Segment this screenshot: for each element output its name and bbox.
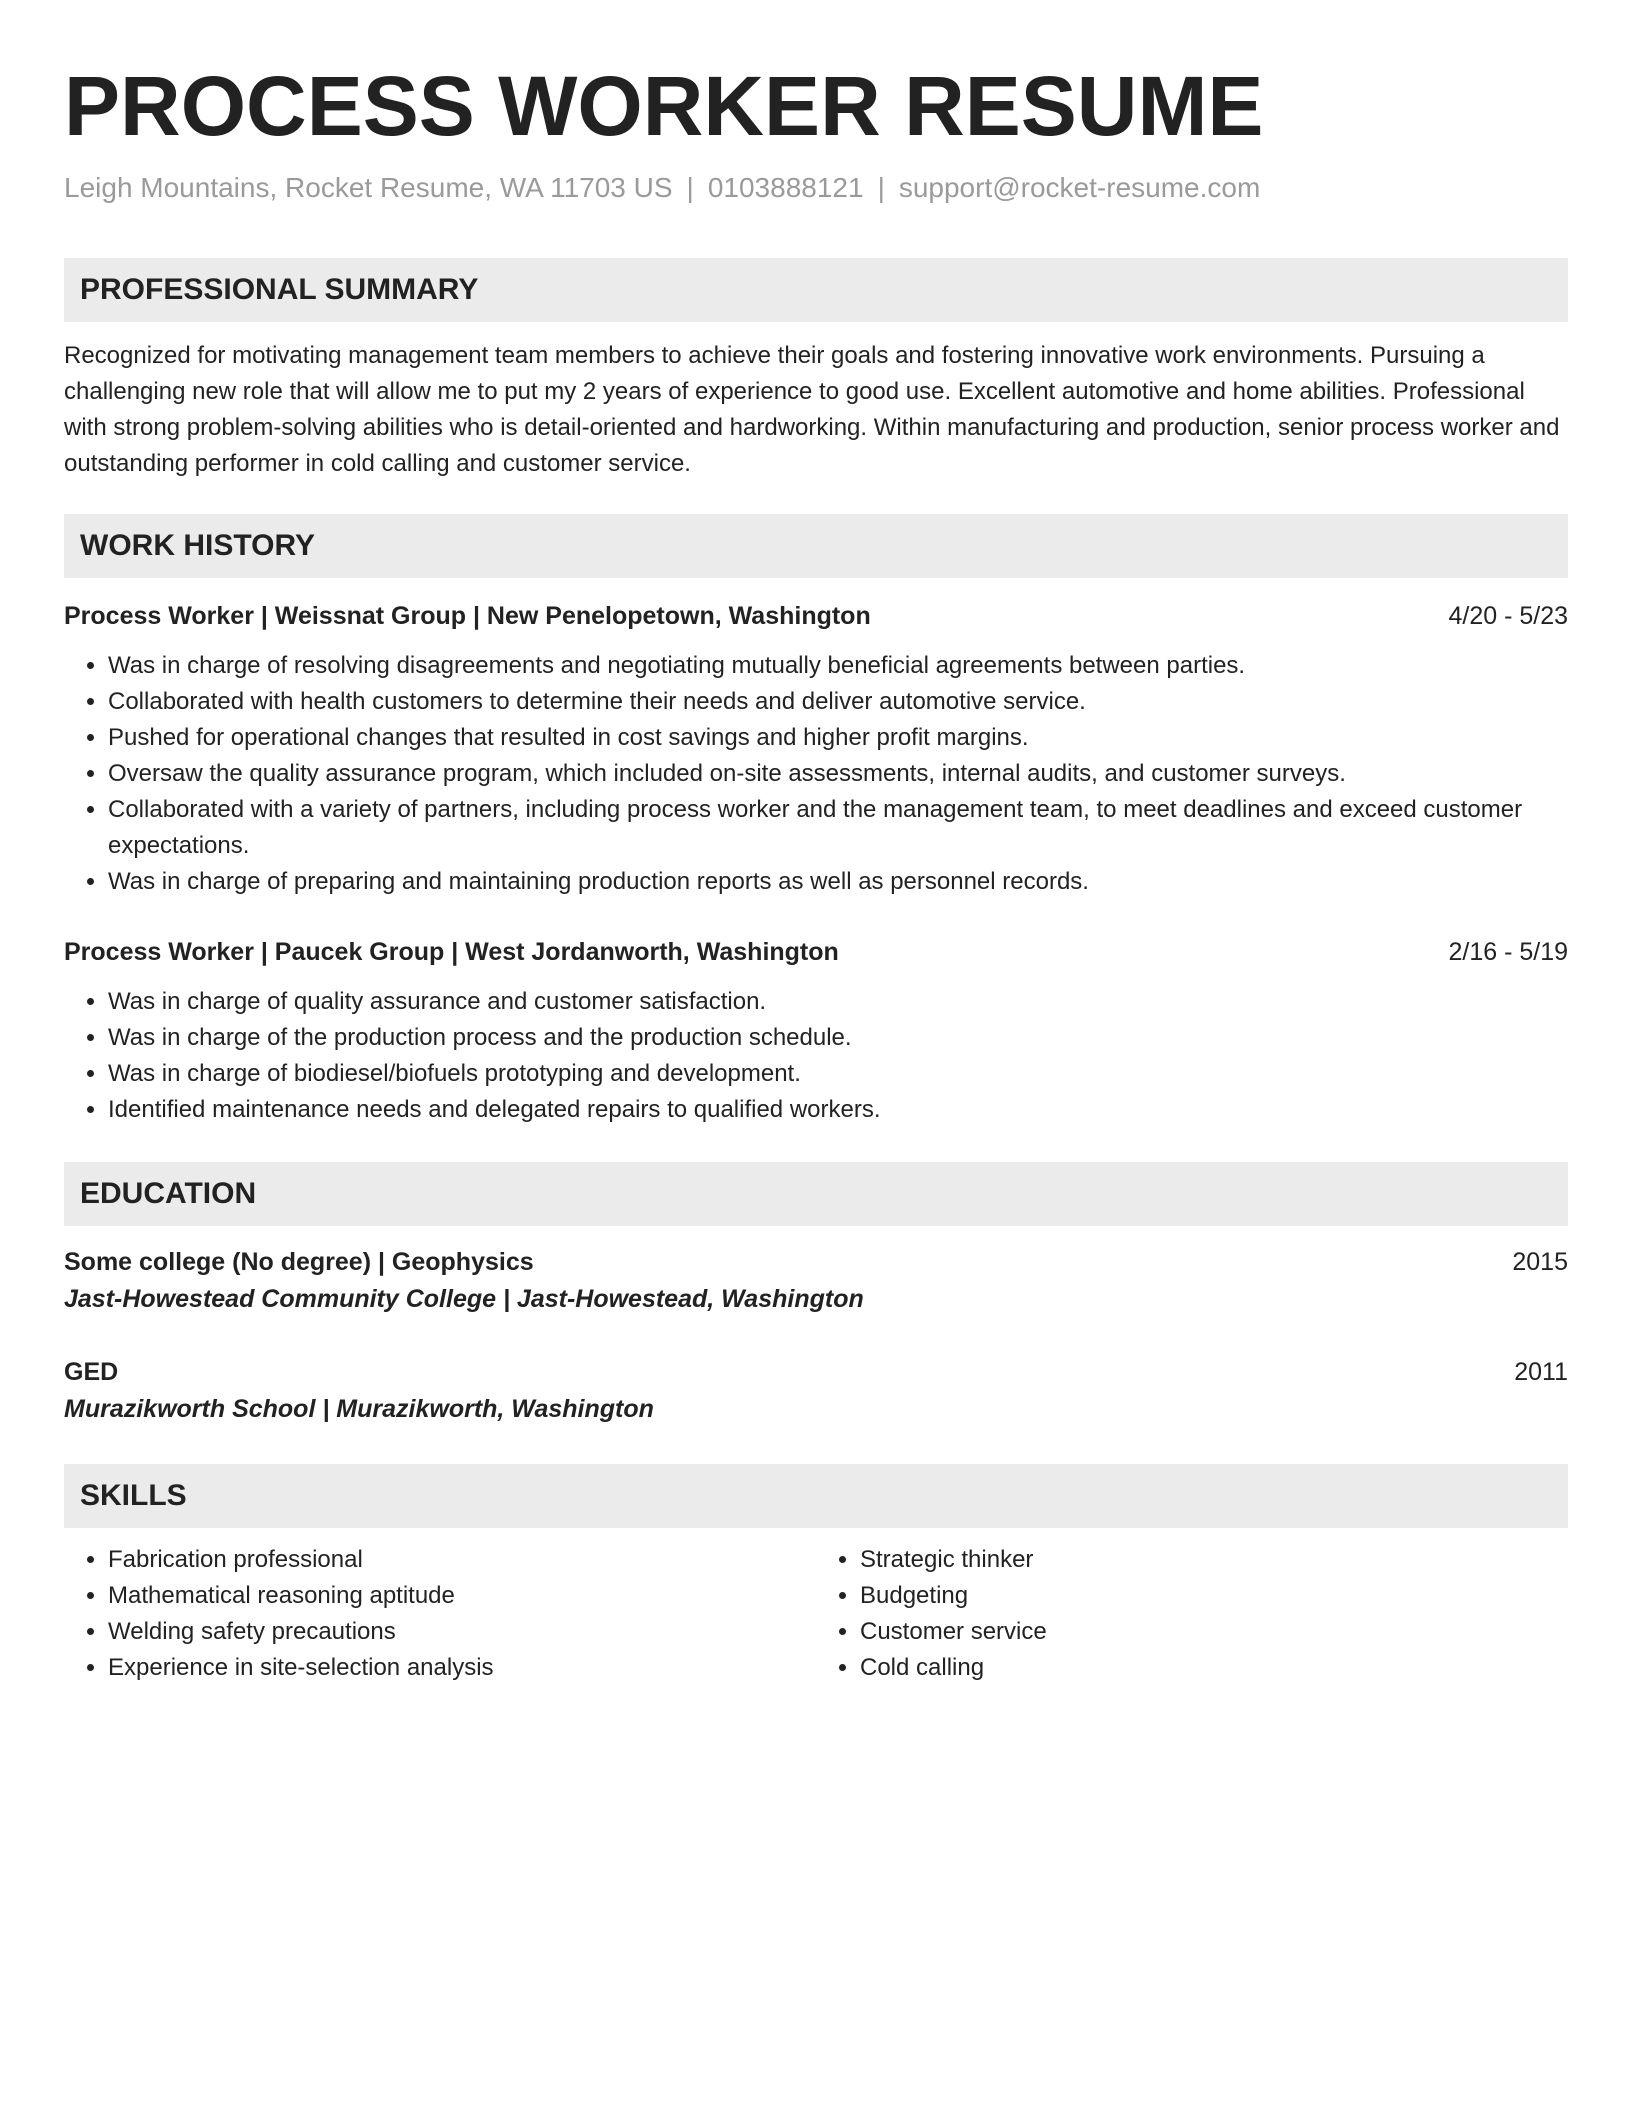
contact-phone: 0103888121 xyxy=(707,172,864,203)
education-degree: Some college (No degree) | Geophysics xyxy=(64,1248,534,1276)
work-history-heading: WORK HISTORY xyxy=(64,514,1568,578)
resume-title: PROCESS WORKER RESUME xyxy=(64,59,1264,153)
job-dates: 2/16 - 5/19 xyxy=(1448,938,1568,966)
contact-address: Leigh Mountains, Rocket Resume, WA 11703 US xyxy=(64,172,673,203)
education-year: 2015 xyxy=(1512,1248,1568,1276)
skills-grid xyxy=(64,1542,1568,1686)
skill-item: • Welding safety precautions xyxy=(108,1614,816,1650)
job-bullet: • Collaborated with health customers to determine their needs and deliver automotive service. xyxy=(108,684,1568,720)
summary-text: Recognized for motivating management team members to achieve their goals and fostering innovative work environments. Pursuing a challenging new role that will allow me to put my 2 years of experience to good use. Excellent automotive and home abilities. Professional with strong problem-solving abilities who is detail-oriented and hardworking. Within manufacturing and production, senior process worker and outstanding performer in cold calling and customer service. xyxy=(64,342,1560,477)
job-entry xyxy=(64,598,1568,900)
job-dates: 4/20 - 5/23 xyxy=(1448,602,1568,630)
education-entry xyxy=(64,1244,1568,1318)
skill-item: • Cold calling xyxy=(860,1650,1568,1686)
job-bullet: • Pushed for operational changes that resulted in cost savings and higher profit margins. xyxy=(108,720,1568,756)
skill-item: • Strategic thinker xyxy=(860,1542,1568,1578)
skill-item: • Mathematical reasoning aptitude xyxy=(108,1578,816,1614)
job-bullet: • Oversaw the quality assurance program, which included on-site assessments, internal audits, and customer surveys. xyxy=(108,756,1568,792)
contact-separator: | xyxy=(877,172,885,203)
job-title: Process Worker | Weissnat Group | New Penelopetown, Washington xyxy=(64,602,871,630)
job-bullet: • Was in charge of resolving disagreements and negotiating mutually beneficial agreements between parties. xyxy=(108,648,1568,684)
job-header xyxy=(64,934,1568,970)
education-entry xyxy=(64,1354,1568,1428)
skill-item: • Budgeting xyxy=(860,1578,1568,1614)
job-bullet: • Was in charge of quality assurance and customer satisfaction. xyxy=(108,984,1568,1020)
skills-column-right xyxy=(816,1542,1568,1686)
job-bullet: • Was in charge of biodiesel/biofuels prototyping and development. xyxy=(108,1056,1568,1092)
skill-item: • Fabrication professional xyxy=(108,1542,816,1578)
education-school: Murazikworth School | Murazikworth, Washington xyxy=(64,1395,654,1423)
job-header xyxy=(64,598,1568,634)
job-bullet: • Was in charge of preparing and maintaining production reports as well as personnel records. xyxy=(108,864,1568,900)
job-bullet: • Was in charge of the production process and the production schedule. xyxy=(108,1020,1568,1056)
skill-item: • Experience in site-selection analysis xyxy=(108,1650,816,1686)
education-heading: EDUCATION xyxy=(64,1162,1568,1226)
skills-heading: SKILLS xyxy=(64,1464,1568,1528)
job-bullets xyxy=(64,984,1568,1128)
job-bullet: • Identified maintenance needs and delegated repairs to qualified workers. xyxy=(108,1092,1568,1128)
contact-line xyxy=(64,168,1568,208)
job-entry xyxy=(64,934,1568,1128)
contact-separator: | xyxy=(686,172,694,203)
job-title: Process Worker | Paucek Group | West Jordanworth, Washington xyxy=(64,938,839,966)
education-year: 2011 xyxy=(1514,1358,1568,1386)
contact-email: support@rocket-resume.com xyxy=(898,172,1261,203)
education-header xyxy=(64,1354,1568,1390)
skill-item: • Customer service xyxy=(860,1614,1568,1650)
education-school: Jast-Howestead Community College | Jast-Howestead, Washington xyxy=(64,1285,864,1313)
skills-column-left xyxy=(64,1542,816,1686)
job-bullets xyxy=(64,648,1568,900)
summary-heading: PROFESSIONAL SUMMARY xyxy=(64,258,1568,322)
education-header xyxy=(64,1244,1568,1280)
job-bullet: • Collaborated with a variety of partners, including process worker and the management team, to meet deadlines and exceed customer expectations. xyxy=(108,792,1568,864)
education-degree: GED xyxy=(64,1358,119,1386)
